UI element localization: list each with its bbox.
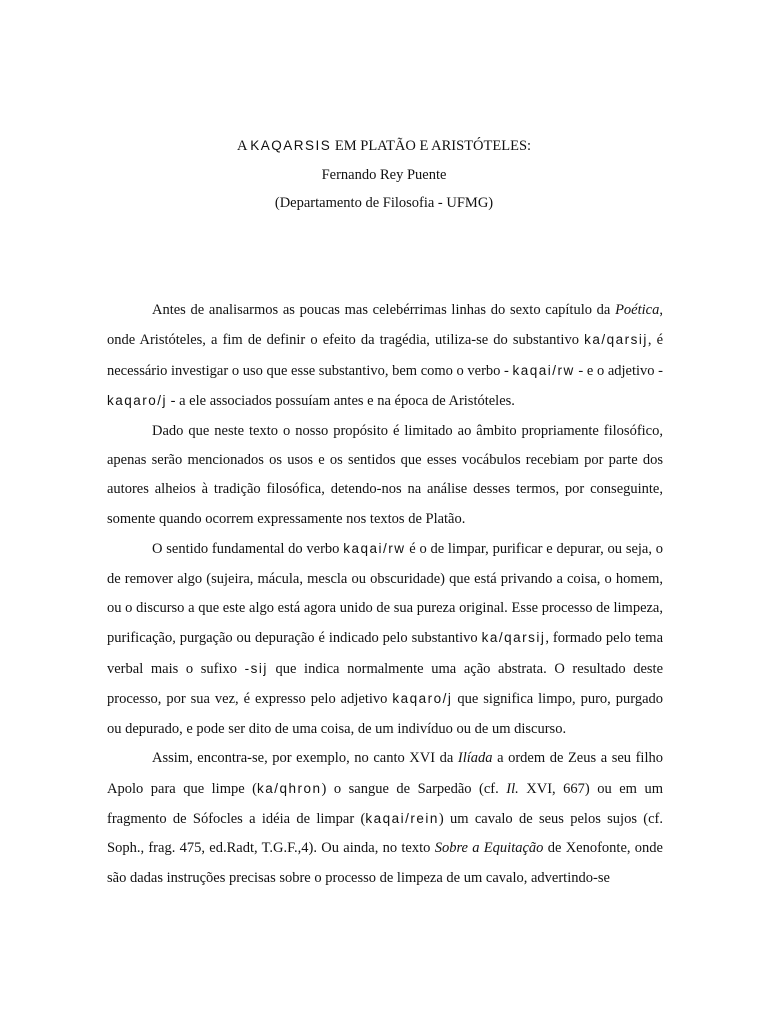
- greek-term: kaqai/rein: [365, 810, 439, 826]
- italic-term: Poética: [615, 302, 660, 318]
- text-run: , onde Aristóteles, a fim de definir o efeito da tragédia, utiliza-se do substantivo: [107, 302, 663, 349]
- text-run: ) um cavalo de seus pelos sujos (cf. Soph., frag. 475, ed.Radt, T.G.F.,4). Ou ainda, no texto: [107, 810, 663, 857]
- title-greek-word: KAQARSIS: [250, 138, 332, 153]
- author-affiliation: (Departamento de Filosofia - UFMG): [274, 195, 494, 211]
- text-run: é o de limpar, purificar e depurar, ou seja, o de remover algo (sujeira, mácula, mescla ou obscuridade) que está privando a coisa, o homem, ou o discurso a que este algo está agora unido de sua pureza original. Esse processo de limpeza, purificação, purgação ou depuração é indicado pelo substantivo: [107, 541, 664, 647]
- greek-term: kaqai/rw: [343, 541, 406, 557]
- title-suffix: EM PLATÃO E ARISTÓTELES:: [334, 138, 532, 154]
- greek-term: ka/qarsij: [584, 332, 648, 348]
- text-run: , é necessário investigar o uso que esse substantivo, bem como o verbo -: [107, 332, 664, 379]
- greek-term: kaqaro/j: [392, 691, 453, 707]
- text-run: ) o sangue de Sarpedão (cf.: [321, 780, 507, 797]
- greek-term: ka/qhron: [257, 780, 322, 796]
- greek-term: kaqai/rw: [512, 362, 575, 378]
- text-run: Assim, encontra-se, por exemplo, no canto XVI da: [152, 750, 458, 767]
- greek-term: -sij: [244, 660, 268, 676]
- paragraph-3: [107, 534, 663, 744]
- text-run: que indica normalmente uma ação abstrata. O resultado deste processo, por sua vez, é expresso pelo adjetivo: [107, 660, 664, 708]
- author-name: Fernando Rey Puente: [321, 167, 447, 183]
- text-run: - e o adjetivo -: [574, 362, 663, 379]
- greek-term: kaqaro/j: [107, 393, 168, 409]
- document-title: [0, 137, 768, 155]
- italic-term: Il.: [506, 780, 519, 797]
- text-run: O sentido fundamental do verbo: [152, 541, 344, 558]
- text-run: - a ele associados possuíam antes e na época de Aristóteles.: [167, 393, 515, 410]
- text-run: a ordem de Zeus a seu filho Apolo para que limpe (: [107, 750, 663, 797]
- text-run: Antes de analisarmos as poucas mas celebérrimas linhas do sexto capítulo da: [152, 302, 616, 318]
- greek-term: ka/qarsij: [481, 630, 546, 646]
- italic-term: Sobre a Equitação: [434, 840, 544, 857]
- text-run: XVI, 667) ou em um fragmento de Sófocles a idéia de limpar (: [107, 780, 663, 827]
- italic-term: Ilíada: [457, 750, 493, 767]
- paragraph-2: [107, 417, 663, 535]
- document-body: [107, 296, 663, 893]
- text-run: que significa limpo, puro, purgado ou depurado, e pode ser dito de uma coisa, de um indivíduo ou de um discurso.: [107, 691, 664, 737]
- paragraph-1: [107, 296, 663, 417]
- title-prefix: A: [236, 138, 247, 154]
- text-run: , formado pelo tema verbal mais o sufixo: [107, 630, 664, 677]
- text-run: Dado que neste texto o nosso propósito é limitado ao âmbito propriamente filosófico, apenas serão mencionados os usos e os sentidos que esses vocábulos recebiam por parte dos autores alheios à tradição filosófica, detendo-nos na análise desses termos, por conseguinte, somente quando ocorrem expressamente nos textos de Platão.: [107, 422, 663, 527]
- paragraph-4: [107, 744, 663, 893]
- text-run: de Xenofonte, onde são dadas instruções precisas sobre o processo de limpeza de um cavalo, advertindo-se: [107, 840, 663, 886]
